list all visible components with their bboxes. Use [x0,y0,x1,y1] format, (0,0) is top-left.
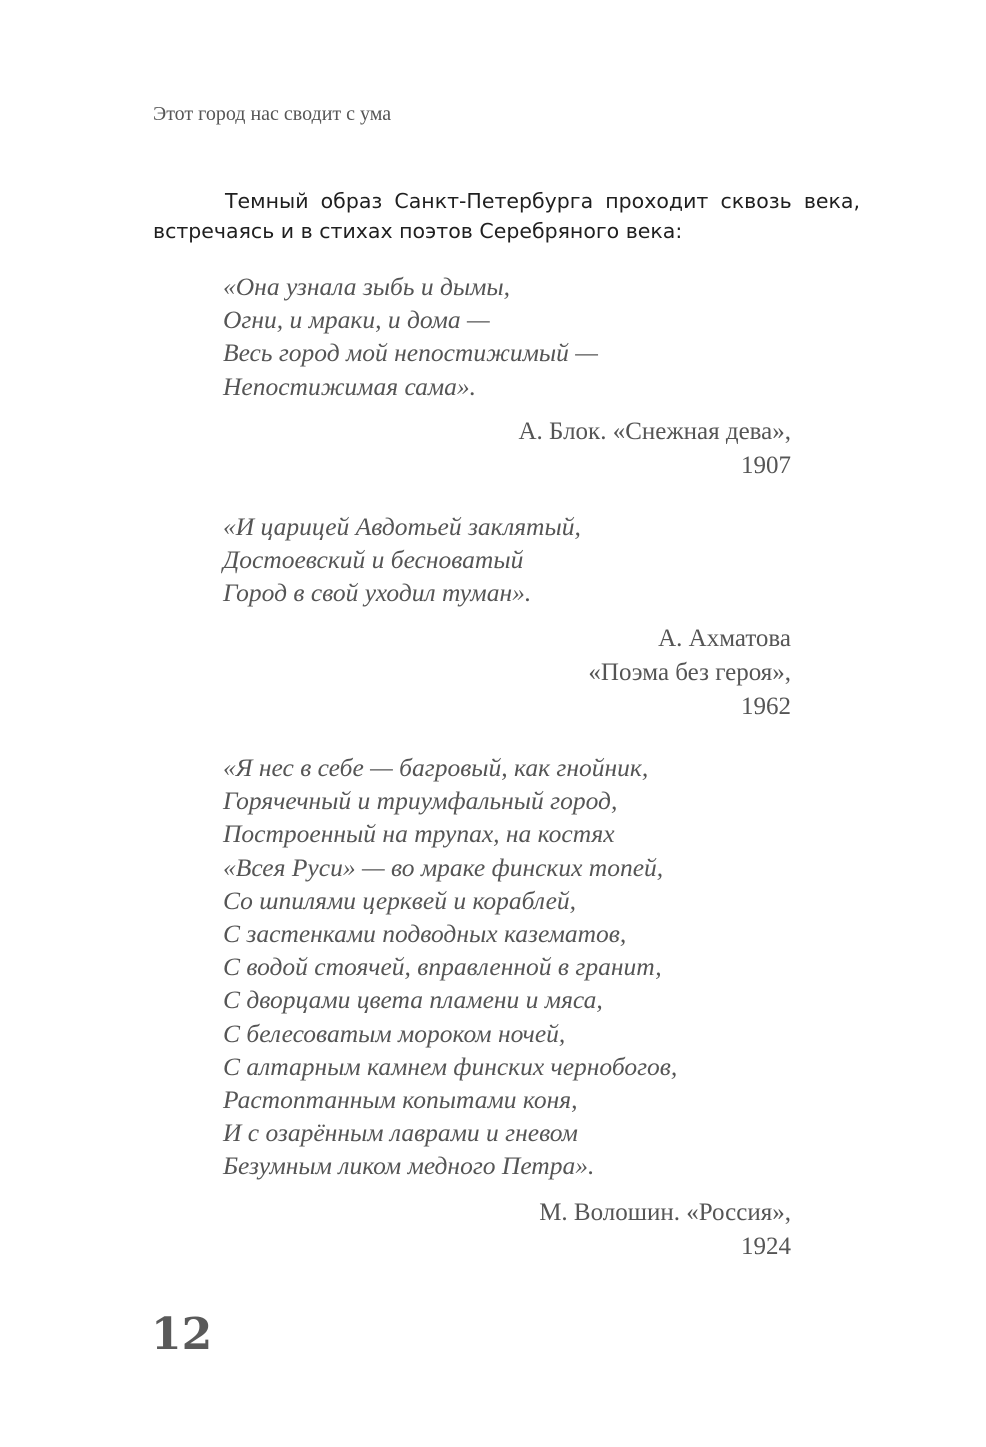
poem-line: Безумным ликом медного Петра». [223,1151,595,1181]
poem-line: «Я нес в себе — багровый, как гнойник, [223,753,649,782]
poem-line: С застенками подводных казематов, [223,919,627,949]
poem-line: «Всея Руси» — во мраке финских топей, [223,852,664,882]
poem-line: С дворцами цвета пламени и мяса, [223,985,603,1015]
attribution-line: А. Ахматова [658,625,791,652]
poem-quote-blok [223,270,598,403]
attribution-akhmatova [588,622,791,724]
poem-line: Город в свой уходил туман». [223,578,532,608]
poem-quote-voloshin [223,751,677,1183]
poem-line: С белесоватым мороком ночей, [223,1018,566,1048]
poem-line: «Она узнала зыбь и дымы, [223,272,511,301]
poem-line: «И царицей Авдотьей заклятый, [223,512,581,541]
poem-line: С алтарным камнем финских чернобогов, [223,1051,678,1081]
poem-line: С водой стоячей, вправленной в гранит, [223,952,662,982]
attribution-year: 1962 [741,693,791,720]
poem-line: Растоптанным копытами коня, [223,1085,578,1115]
attribution-line: «Поэма без героя», [588,659,791,686]
poem-line: Достоевский и бесноватый [223,545,524,575]
poem-line: Огни, и мраки, и дома — [223,305,490,335]
running-header: Этот город нас сводит с ума [153,103,392,125]
poem-quote-akhmatova [223,510,581,610]
attribution-line: А. Блок. «Снежная дева», [518,418,791,445]
poem-line: Весь город мой непостижимый — [223,338,598,368]
intro-paragraph: Темный образ Санкт-Петербурга проходит сквозь века, встречаясь и в стихах поэтов Серебряного века: [153,189,860,243]
page-number: 12 [151,1309,213,1360]
attribution-line: М. Волошин. «Россия», [539,1199,791,1226]
attribution-voloshin [539,1196,791,1264]
attribution-blok [519,415,792,483]
attribution-year: 1907 [741,452,791,479]
poem-line: Со шпилями церквей и кораблей, [223,885,577,915]
attribution-year: 1924 [741,1233,791,1260]
poem-line: Непостижимая сама». [223,371,476,401]
poem-line: Построенный на трупах, на костях [223,819,615,849]
poem-line: И с озарённым лаврами и гневом [223,1118,578,1148]
poem-line: Горячечный и триумфальный город, [223,786,618,816]
